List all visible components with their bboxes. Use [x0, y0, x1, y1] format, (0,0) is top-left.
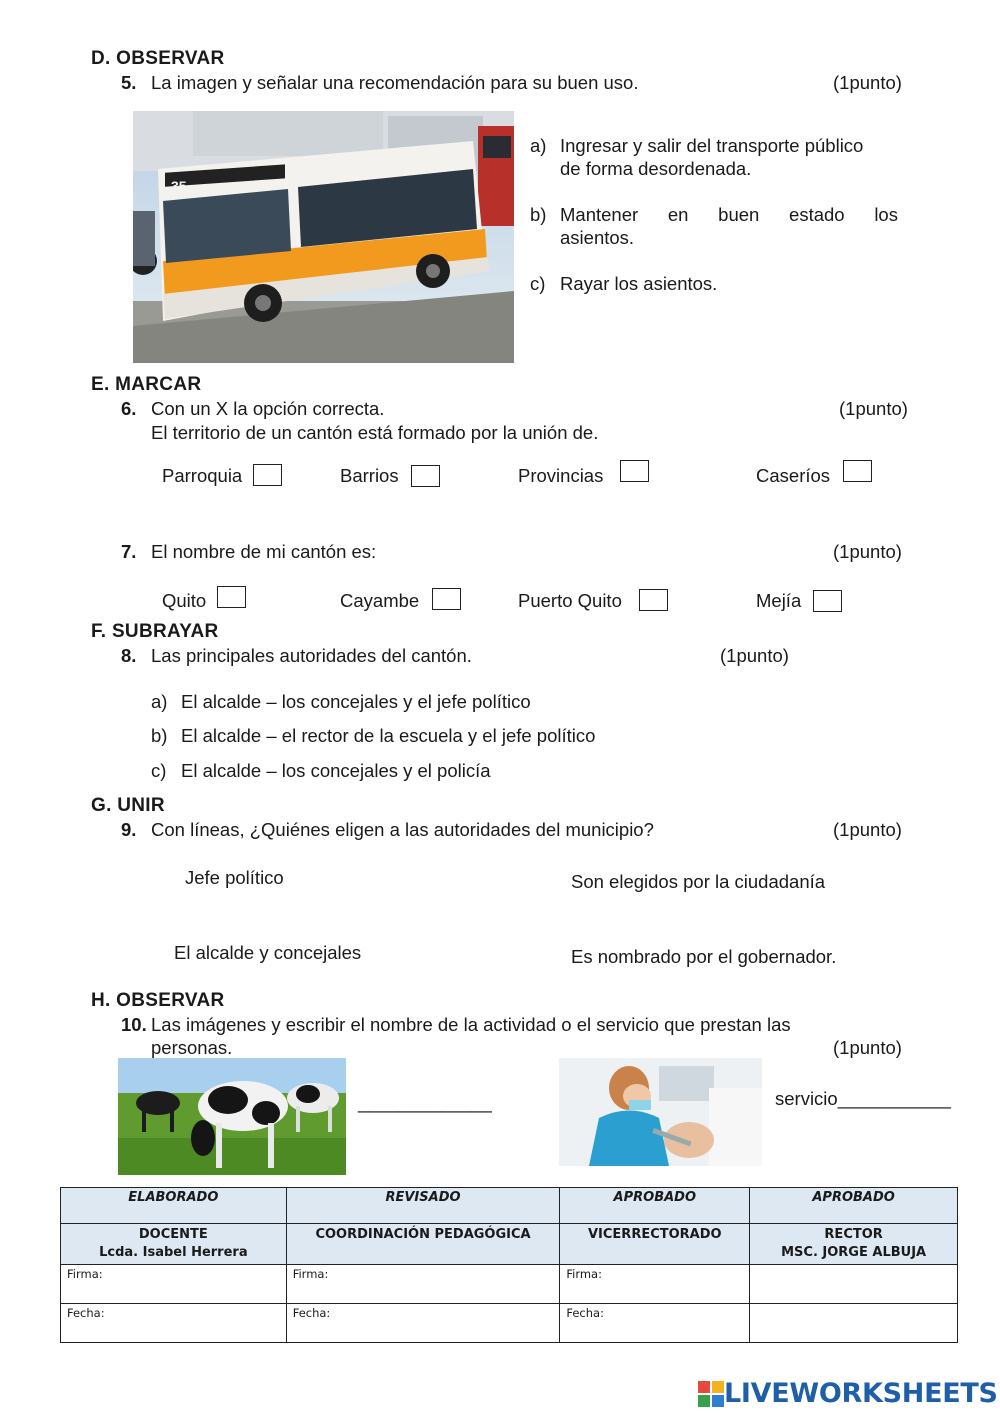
question-7-number: 7.: [121, 541, 137, 562]
section-g-title: G. UNIR: [91, 795, 165, 816]
question-5-points: (1punto): [833, 72, 902, 93]
option-5b-line1: [560, 204, 898, 226]
role-coordinacion-title: COORDINACIÓN PEDAGÓGICA: [315, 1227, 531, 1242]
option-5a-letter: a): [530, 135, 547, 156]
liveworksheets-brand: LIVEWORKSHEETS: [724, 1378, 998, 1409]
dentist-photo: [559, 1058, 762, 1166]
choice-barrios-checkbox[interactable]: [411, 465, 440, 487]
option-5c[interactable]: [530, 273, 717, 295]
choice-caserios-checkbox[interactable]: [843, 460, 872, 482]
question-6: [121, 398, 384, 420]
choice-provincias-checkbox[interactable]: [620, 460, 649, 482]
option-8a-text: El alcalde – los concejales y el jefe político: [181, 691, 531, 712]
firma-cell-2: Firma:: [286, 1265, 560, 1304]
option-5b-word: en: [667, 204, 689, 225]
choice-parroquia-checkbox[interactable]: [253, 464, 282, 486]
header-elaborado: ELABORADO: [61, 1188, 287, 1224]
option-8c[interactable]: [151, 760, 491, 782]
dentist-illustration: [559, 1058, 762, 1166]
match-left-jefe-politico[interactable]: Jefe político: [185, 867, 284, 888]
role-rector-title: RECTOR: [824, 1227, 883, 1242]
question-6-subtext: El territorio de un cantón está formado por la unión de.: [151, 422, 599, 443]
option-5b-line2: asientos.: [560, 227, 635, 248]
bus-photo: [133, 111, 514, 363]
match-right-elegidos[interactable]: Son elegidos por la ciudadanía: [571, 871, 826, 892]
option-5a-line2: de forma desordenada.: [560, 158, 752, 179]
option-5c-line1: Rayar los asientos.: [560, 273, 718, 294]
question-6-points: (1punto): [839, 398, 908, 419]
option-5b[interactable]: [530, 204, 560, 226]
question-7-text: El nombre de mi cantón es:: [151, 541, 377, 562]
choice-provincias-label: Provincias: [518, 465, 604, 486]
question-5-number: 5.: [121, 72, 137, 93]
signature-firma-row: [61, 1265, 958, 1304]
bus-route-number: 35: [171, 178, 187, 194]
question-7: [121, 541, 376, 563]
role-docente: [61, 1224, 287, 1265]
question-8-text: Las principales autoridades del cantón.: [151, 645, 472, 666]
fecha-cell-2: Fecha:: [286, 1304, 560, 1343]
firma-cell-4: [750, 1265, 958, 1304]
option-5a-line1: Ingresar y salir del transporte público: [560, 135, 864, 156]
liveworksheets-logo-icon: [698, 1381, 724, 1407]
choice-quito-label: Quito: [162, 590, 207, 611]
question-9-text: Con líneas, ¿Quiénes eligen a las autoridades del municipio?: [151, 819, 654, 840]
fecha-cell-1: Fecha:: [61, 1304, 287, 1343]
option-5b-word: buen: [718, 204, 760, 225]
signature-table: [60, 1187, 958, 1343]
header-aprobado-1: APROBADO: [560, 1188, 750, 1224]
question-9-points: (1punto): [833, 819, 902, 840]
choice-caserios-label: Caseríos: [756, 465, 831, 486]
role-docente-name: Lcda. Isabel Herrera: [99, 1245, 248, 1260]
choice-mejia-label: Mejía: [756, 590, 802, 611]
option-5b-word: estado: [789, 204, 845, 225]
option-5a[interactable]: [530, 135, 863, 157]
question-10-line2: personas.: [151, 1037, 233, 1058]
question-5: [121, 72, 639, 94]
choice-parroquia-label: Parroquia: [162, 465, 243, 486]
option-8a[interactable]: [151, 691, 531, 713]
section-d-title: D. OBSERVAR: [91, 48, 225, 69]
option-8c-letter: c): [151, 760, 167, 781]
choice-barrios-label: Barrios: [340, 465, 399, 486]
question-9: [121, 819, 654, 841]
role-vicerrectorado-title: VICERRECTORADO: [587, 1227, 722, 1242]
choice-quito-checkbox[interactable]: [217, 586, 246, 608]
question-9-number: 9.: [121, 819, 137, 840]
answer-blank-1[interactable]: _____________: [358, 1092, 492, 1113]
question-10-number: 10.: [121, 1014, 147, 1035]
choice-mejia-checkbox[interactable]: [813, 590, 842, 612]
role-docente-title: DOCENTE: [138, 1227, 208, 1242]
cows-photo: [118, 1058, 346, 1175]
question-5-text: La imagen y señalar una recomendación para su buen uso.: [151, 72, 639, 93]
signature-role-row: [61, 1224, 958, 1265]
fecha-cell-4: [750, 1304, 958, 1343]
choice-cayambe-label: Cayambe: [340, 590, 420, 611]
question-8-points: (1punto): [720, 645, 789, 666]
header-revisado: REVISADO: [286, 1188, 560, 1224]
role-rector-name: MSC. JORGE ALBUJA: [781, 1245, 927, 1260]
option-5c-letter: c): [530, 273, 546, 294]
liveworksheets-logo: [698, 1378, 998, 1409]
question-8: [121, 645, 472, 667]
option-8c-text: El alcalde – los concejales y el policía: [181, 760, 491, 781]
answer-servicio[interactable]: servicio___________: [775, 1088, 951, 1109]
fecha-cell-3: Fecha:: [560, 1304, 750, 1343]
role-rector: [750, 1224, 958, 1265]
firma-cell-3: Firma:: [560, 1265, 750, 1304]
option-5b-letter: b): [530, 204, 547, 225]
section-e-title: E. MARCAR: [91, 374, 202, 395]
question-10: [121, 1014, 791, 1036]
question-8-number: 8.: [121, 645, 137, 666]
question-10-points: (1punto): [833, 1037, 902, 1058]
signature-header-row: [61, 1188, 958, 1224]
question-6-number: 6.: [121, 398, 137, 419]
choice-cayambe-checkbox[interactable]: [432, 588, 461, 610]
question-6-text: Con un X la opción correcta.: [151, 398, 385, 419]
match-left-alcalde[interactable]: El alcalde y concejales: [174, 942, 362, 963]
header-aprobado-2: APROBADO: [750, 1188, 958, 1224]
firma-cell-1: Firma:: [61, 1265, 287, 1304]
option-8a-letter: a): [151, 691, 168, 712]
option-8b-letter: b): [151, 725, 168, 746]
choice-puerto-quito-checkbox[interactable]: [639, 589, 668, 611]
cows-illustration: [118, 1058, 346, 1175]
section-f-title: F. SUBRAYAR: [91, 621, 219, 642]
option-5b-word: los: [874, 204, 898, 225]
question-10-line1: Las imágenes y escribir el nombre de la actividad o el servicio que prestan las: [151, 1014, 791, 1035]
option-8b-text: El alcalde – el rector de la escuela y el jefe político: [181, 725, 596, 746]
match-right-nombrado[interactable]: Es nombrado por el gobernador.: [571, 946, 837, 967]
option-8b[interactable]: [151, 725, 595, 747]
option-5b-word: Mantener: [560, 204, 639, 225]
question-7-points: (1punto): [833, 541, 902, 562]
section-h-title: H. OBSERVAR: [91, 990, 225, 1011]
bus-illustration: [133, 111, 514, 363]
choice-puerto-quito-label: Puerto Quito: [518, 590, 622, 611]
role-coordinacion: [286, 1224, 560, 1265]
signature-fecha-row: [61, 1304, 958, 1343]
role-vicerrectorado: [560, 1224, 750, 1265]
